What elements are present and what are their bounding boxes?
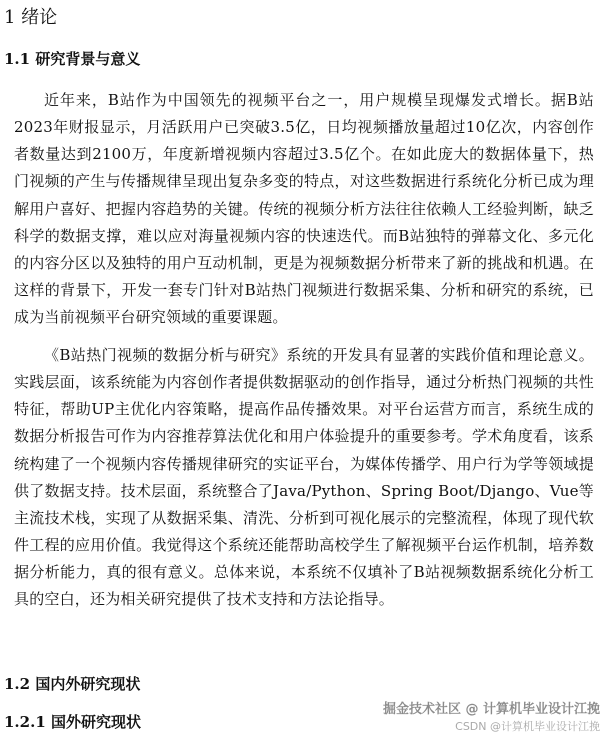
paragraph-background: 近年来，B站作为中国领先的视频平台之一，用户规模呈现爆发式增长。据B站2023年财报显示，月活跃用户已突破3.5亿，日均视频播放量超过10亿次，内容创作者数量达到2100万，年度新增视频内容超过3.5亿个。在如此庞大的数据体量下，热门视频的产生与传播规律呈现出复杂多变的特点，对这些数据进行系统化分析已成为理解用户喜好、把握内容趋势的关键。传统的视频分析方法往往依赖人工经验判断，缺乏科学的数据支撑，难以应对海量视频内容的快速迭代。而B站独特的弹幕文化、多元化的内容分区以及独特的用户互动机制，更是为视频数据分析带来了新的挑战和机遇。在这样的背景下，开发一套专门针对B站热门视频进行数据采集、分析和研究的系统，已成为当前视频平台研究领域的重要课题。	[14, 91, 594, 327]
section-heading-1-2: 1.2 国内外研究现状	[4, 675, 141, 693]
watermark-csdn: CSDN @计算机毕业设计江挽	[455, 720, 600, 733]
watermark-juejin: 掘金技术社区 @ 计算机毕业设计江挽	[382, 702, 600, 717]
section-heading-1-2-1: 1.2.1 国外研究现状	[4, 713, 141, 731]
paragraph-significance: 《B站热门视频的数据分析与研究》系统的开发具有显著的实践价值和理论意义。实践层面，该系统能为内容创作者提供数据驱动的创作指导，通过分析热门视频的共性特征，帮助UP主优化内容策略，提高作品传播效果。对平台运营方而言，系统生成的数据分析报告可作为内容推荐算法优化和用户体验提升的重要参考。学术角度看，该系统构建了一个视频内容传播规律研究的实证平台，为媒体传播学、用户行为学等领域提供了数据支持。技术层面，系统整合了Java/Python、Spring Boot/Django、Vue等主流技术栈，实现了从数据采集、清洗、分析到可视化展示的完整流程，体现了现代软件工程的应用价值。我觉得这个系统还能帮助高校学生了解视频平台运作机制，培养数据分析能力，真的很有意义。总体来说，本系统不仅填补了B站视频数据系统化分析工具的空白，还为相关研究提供了技术支持和方法论指导。	[14, 346, 594, 609]
chapter-title: 1 绪论	[4, 7, 58, 28]
section-heading-1-1: 1.1 研究背景与意义	[4, 50, 141, 68]
